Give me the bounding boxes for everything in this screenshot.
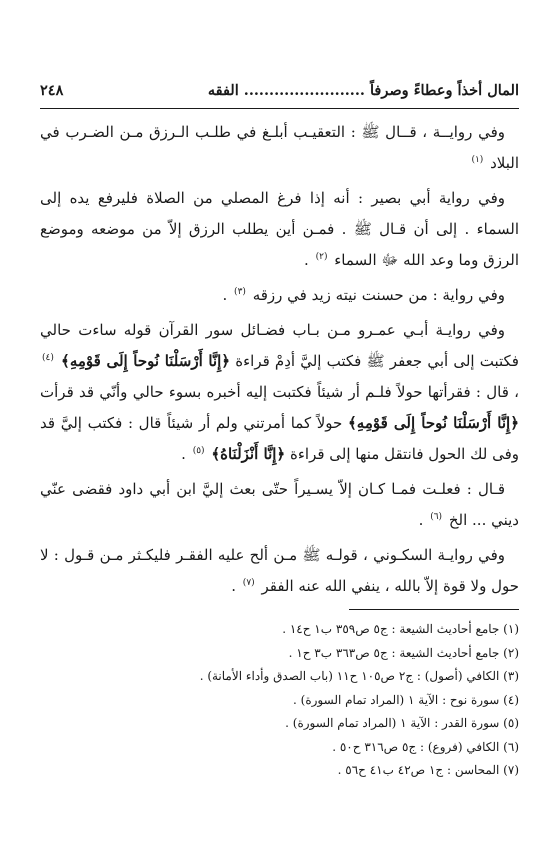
footnote-7: (٧) المحاسن : ج١ ص٤٢ ب٤١ ح٥٦ . — [337, 763, 519, 777]
paragraph-5-text: قـال : فعلـت فمـا كـان إلاّ يسـيراً حتّى بعث إليَّ ابن أبي داود فقضى عنّي ديني ... الخ — [40, 480, 519, 529]
paragraph-5: قـال : فعلـت فمـا كـان إلاّ يسـيراً حتّى بعث إليَّ ابن أبي داود فقضى عنّي ديني ... الخ $^{(٦)}$ . — [40, 480, 519, 529]
paragraph-3: وفي رواية : من حسنت نيته زيد في رزقه $^{(٣)}$ . — [222, 286, 505, 304]
paragraph-1 — [40, 117, 519, 179]
footnote-ref-5[interactable]: (٥) — [192, 446, 205, 456]
footnote-ref-1[interactable]: (١) — [471, 155, 484, 165]
paragraph-2: وفي رواية أبي بصير : أنه إذا فرغ المصلي من الصلاة فليرفع يده إلى السماء . إلى أن قـال ﷺ . فمـن أين يطلب الرزق إلاّ من موضعه وموضع الرزق وما وعد الله ﷻ السماء $^{(٢)}$ . — [40, 189, 519, 269]
header-rule — [40, 108, 519, 109]
paragraph-6-text: وفي روايـة السكـوني ، قولـه ﷺ مـن ألح عليه الفقـر فليكـثر مـن قـول : لا حول ولا قوة إلاّ بالله ، ينفي الله عنه الفقر — [40, 546, 519, 595]
paragraph-2-text: وفي رواية أبي بصير : أنه إذا فرغ المصلي من الصلاة فليرفع يده إلى السماء . إلى أن قـال ﷺ . فمـن أين يطلب الرزق إلاّ من موضعه وموضع الرزق وما وعد الله ﷻ السماء — [40, 189, 519, 269]
quran-quote-2: ﴿إِنَّا أَرْسَلْنَا نُوحاً إِلَى قَوْمِهِ﴾ — [348, 414, 519, 432]
footnote-5: (٥) سورة القدر : الآية ١ (المراد تمام السورة) . — [285, 716, 519, 730]
page-number: ٢٤٨ — [40, 82, 64, 99]
main-text — [40, 117, 519, 606]
footnote-ref-3[interactable]: (٣) — [234, 287, 246, 297]
paragraph-6: وفي روايـة السكـوني ، قولـه ﷺ مـن ألح عليه الفقـر فليكـثر مـن قـول : لا حول ولا قوة إلاّ بالله ، ينفي الله عنه الفقر $^{(٧)}$ . — [40, 546, 519, 595]
footnote-6: (٦) الكافي (فروع) : ج٥ ص٣١٦ ح٥٠ . — [332, 739, 519, 754]
footnotes — [40, 618, 519, 783]
paragraph-4: وفي روايـة أبـي عمـرو مـن بـاب فضـائل سور القرآن قوله ساءت حالي فكتبت إلى أبي جعفر ﷺ فكتب إليَّ أدِمْ قراءة ﴿إِنَّا أَرْسَلْنَا نُوحاً إِلَى قَوْمِهِ﴾ $^{(٤)}$ ، قال : فقرأتها حولاً فلـم أر شيئاً فكتبت إليه أخبره بسوء حالي وأنّي قد قرأت ﴿إِنَّا أَرْسَلْنَا نُوحاً إِلَى قَوْمِهِ﴾ حولاً كما أمرتني ولم أر شيئاً قال : فكتب إليَّ قد وفى لك الحول فانتقل منها إلى قراءة ﴿إِنَّا أَنْزَلْنَاهُ﴾ $^{(٥)}$ . — [40, 321, 519, 463]
footnote-ref-2[interactable]: (٢) — [315, 252, 328, 262]
footnote-ref-6[interactable]: (٦) — [430, 512, 443, 522]
quran-quote-1: ﴿إِنَّا أَرْسَلْنَا نُوحاً إِلَى قَوْمِهِ﴾ — [61, 352, 231, 370]
paragraph-4-text-a: وفي روايـة أبـي عمـرو مـن بـاب فضـائل سور القرآن قوله ساءت حالي فكتبت إلى أبي جعفر ﷺ فكتب إليَّ أدِمْ قراءة — [40, 321, 519, 370]
paragraph-3-text: وفي رواية : من حسنت نيته زيد في رزقه — [252, 286, 505, 304]
footnote-rule — [349, 609, 519, 610]
quran-quote-3: ﴿إِنَّا أَنْزَلْنَاهُ﴾ — [211, 445, 286, 463]
footnote-ref-7[interactable]: (٧) — [242, 578, 255, 588]
footnote-1: (١) جامع أحاديث الشيعة : ج٥ ص٣٥٩ ب١ ح١٤ . — [282, 622, 519, 636]
footnote-3: (٣) الكافي (أصول) : ج٢ ص١٠٥ ح١١ (باب الصدق وأداء الأمانة) . — [199, 669, 519, 683]
footnote-2: (٢) جامع أحاديث الشيعة : ج٥ ص٣٦٣ ب٣ ح١ . — [288, 645, 519, 660]
running-header — [40, 82, 519, 104]
header-title: المال أخذاً وعطاءً وصرفاً ........................ الفقه — [207, 82, 519, 99]
footnote-ref-4[interactable]: (٤) — [42, 353, 54, 363]
paragraph-1-text: وفي روايــة ، قــال ﷺ : التعقيـب أبلـغ في طلـب الـرزق مـن الضـرب في البلاد — [40, 123, 519, 172]
footnote-4: (٤) سورة نوح : الآية ١ (المراد تمام السورة) . — [293, 692, 519, 707]
paragraph-4-text-c: حولاً كما أمرتني ولم أر شيئاً قال : فكتب إليَّ قد وفى لك الحول فانتقل منها إلى قراءة — [40, 414, 519, 463]
paragraph-4-text-b: ، قال : فقرأتها حولاً فلـم أر شيئاً فكتبت إليه أخبره بسوء حالي وأنّي قد قرأت — [40, 383, 519, 401]
